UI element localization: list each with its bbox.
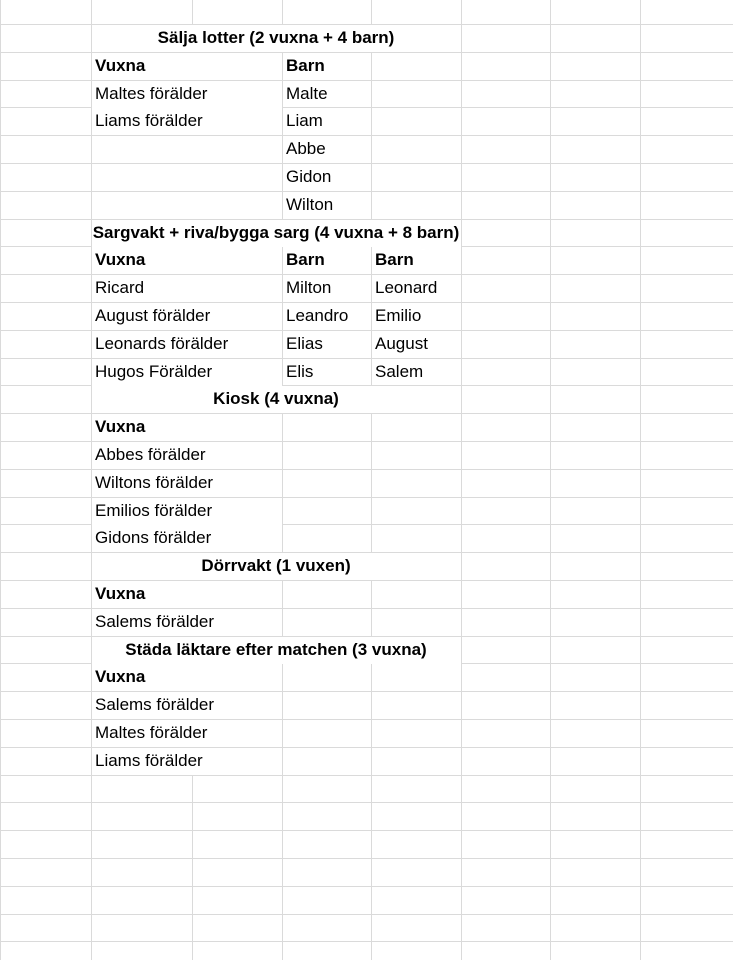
- data-cell[interactable]: Emilio: [375, 306, 422, 325]
- header-cell[interactable]: Vuxna: [95, 667, 146, 686]
- header-row: [0, 52, 733, 80]
- data-cell[interactable]: Ricard: [95, 278, 145, 297]
- data-row: [0, 358, 733, 386]
- data-row: [0, 747, 733, 775]
- data-cell[interactable]: Hugos Förälder: [95, 362, 213, 381]
- data-cell[interactable]: Maltes förälder: [95, 84, 208, 103]
- data-row: [0, 497, 733, 525]
- data-cell[interactable]: Elis: [286, 362, 314, 381]
- header-cell[interactable]: Vuxna: [95, 584, 146, 603]
- header-cell[interactable]: Barn: [375, 250, 414, 269]
- data-cell[interactable]: Milton: [286, 278, 332, 297]
- data-cell[interactable]: Gidon: [286, 167, 332, 186]
- data-cell[interactable]: August: [375, 334, 428, 353]
- data-row: [0, 163, 733, 191]
- data-cell[interactable]: Emilios förälder: [95, 501, 213, 520]
- data-cell[interactable]: Malte: [286, 84, 328, 103]
- data-cell[interactable]: Salem: [375, 362, 424, 381]
- header-cell[interactable]: Vuxna: [95, 417, 146, 436]
- data-cell[interactable]: Gidons förälder: [95, 528, 212, 547]
- data-cell[interactable]: Salems förälder: [95, 612, 215, 631]
- data-row: [0, 441, 733, 469]
- header-cell[interactable]: Vuxna: [95, 56, 146, 75]
- data-row: [0, 524, 733, 552]
- header-row: [0, 413, 733, 441]
- data-row: [0, 691, 733, 719]
- data-row: [0, 135, 733, 163]
- data-cell[interactable]: Leandro: [286, 306, 349, 325]
- data-cell[interactable]: Liam: [286, 111, 323, 130]
- data-row: [0, 107, 733, 135]
- data-row: [0, 302, 733, 330]
- section-title[interactable]: Sargvakt + riva/bygga sarg (4 vuxna + 8 barn): [92, 223, 460, 242]
- header-cell[interactable]: Vuxna: [95, 250, 146, 269]
- section-title[interactable]: Sälja lotter (2 vuxna + 4 barn): [157, 28, 395, 47]
- data-row: [0, 274, 733, 302]
- data-cell[interactable]: Liams förälder: [95, 751, 203, 770]
- data-row: [0, 330, 733, 358]
- data-cell[interactable]: Maltes förälder: [95, 723, 208, 742]
- data-cell[interactable]: Abbes förälder: [95, 445, 206, 464]
- section-title[interactable]: Städa läktare efter matchen (3 vuxna): [125, 640, 427, 659]
- section-title-row: [0, 24, 733, 52]
- data-cell[interactable]: Wiltons förälder: [95, 473, 214, 492]
- header-row: [0, 246, 733, 274]
- data-cell[interactable]: Salems förälder: [95, 695, 215, 714]
- data-row: [0, 719, 733, 747]
- header-cell[interactable]: Barn: [286, 56, 325, 75]
- data-cell[interactable]: Leonard: [375, 278, 438, 297]
- data-cell[interactable]: Wilton: [286, 195, 334, 214]
- data-row: [0, 608, 733, 636]
- data-cell[interactable]: August förälder: [95, 306, 211, 325]
- data-row: [0, 80, 733, 108]
- header-cell[interactable]: Barn: [286, 250, 325, 269]
- section-title-row: [0, 385, 733, 413]
- section-title-row: [0, 636, 733, 664]
- header-row: [0, 663, 733, 691]
- section-title[interactable]: Dörrvakt (1 vuxen): [201, 556, 351, 575]
- header-row: [0, 580, 733, 608]
- section-title[interactable]: Kiosk (4 vuxna): [213, 389, 339, 408]
- section-title-row: [0, 219, 733, 247]
- section-title-row: [0, 552, 733, 580]
- data-row: [0, 191, 733, 219]
- data-row: [0, 469, 733, 497]
- data-cell[interactable]: Leonards förälder: [95, 334, 229, 353]
- data-cell[interactable]: Abbe: [286, 139, 326, 158]
- data-cell[interactable]: Liams förälder: [95, 111, 203, 130]
- data-cell[interactable]: Elias: [286, 334, 323, 353]
